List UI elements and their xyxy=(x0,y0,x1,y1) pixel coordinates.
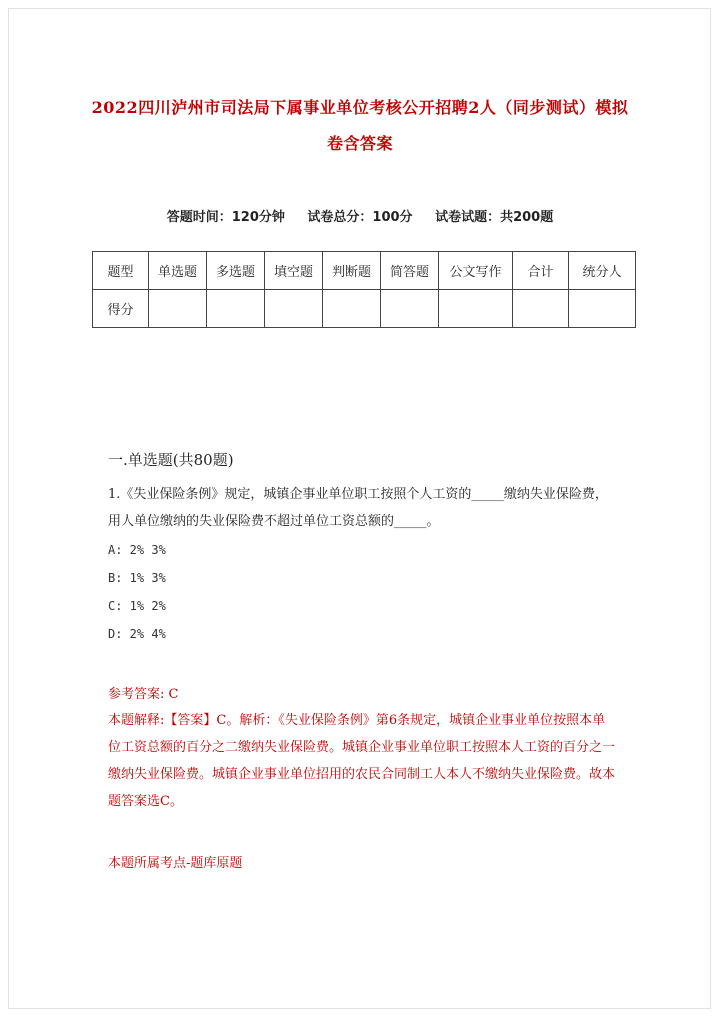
score-cell[interactable] xyxy=(439,290,513,328)
header-cell: 填空题 xyxy=(265,252,323,290)
exam-meta xyxy=(0,206,720,225)
header-cell: 单选题 xyxy=(149,252,207,290)
answer-explanation: 本题解释:【答案】C。解析：《失业保险条例》第6条规定，城镇企业事业单位按照本单位工资总额的百分之二缴纳失业保险费。城镇企业事业单位职工按照本人工资的百分之一缴纳失业保险费。城镇企业事业单位招用的农民合同制工人本人不缴纳失业保险费。故本题答案选C。 xyxy=(108,713,616,809)
score-cell[interactable] xyxy=(381,290,439,328)
score-cell[interactable] xyxy=(323,290,381,328)
score-cell[interactable] xyxy=(207,290,265,328)
score-cell[interactable] xyxy=(513,290,569,328)
score-cell[interactable] xyxy=(569,290,636,328)
header-cell: 判断题 xyxy=(323,252,381,290)
option-c: C: 1% 2% xyxy=(108,599,166,613)
header-cell: 题型 xyxy=(93,252,149,290)
exam-total-score: 试卷总分：100分 xyxy=(307,210,413,225)
score-table-score-row xyxy=(93,290,636,328)
header-cell: 多选题 xyxy=(207,252,265,290)
score-table-header-row xyxy=(93,252,636,290)
reference-answer: 参考答案: C xyxy=(108,687,179,702)
score-cell[interactable] xyxy=(149,290,207,328)
score-table xyxy=(92,251,636,328)
header-cell: 合计 xyxy=(513,252,569,290)
exam-question-count: 试卷试题：共200题 xyxy=(435,210,554,225)
question-text: 1.《失业保险条例》规定，城镇企事业单位职工按照个人工资的_____缴纳失业保险费，用人单位缴纳的失业保险费不超过单位工资总额的_____。 xyxy=(108,487,608,529)
score-row-label: 得分 xyxy=(93,290,149,328)
score-cell[interactable] xyxy=(265,290,323,328)
header-cell: 简答题 xyxy=(381,252,439,290)
option-a: A: 2% 3% xyxy=(108,543,166,557)
question-point: 本题所属考点-题库原题 xyxy=(108,856,243,871)
header-cell: 公文写作 xyxy=(439,252,513,290)
page-title: 2022四川泸州市司法局下属事业单位考核公开招聘2人（同步测试）模拟卷含答案 xyxy=(91,98,629,153)
header-cell: 统分人 xyxy=(569,252,636,290)
option-d: D: 2% 4% xyxy=(108,627,166,641)
exam-time: 答题时间：120分钟 xyxy=(166,210,285,225)
option-b: B: 1% 3% xyxy=(108,571,166,585)
section-title: 一.单选题(共80题) xyxy=(108,451,234,469)
